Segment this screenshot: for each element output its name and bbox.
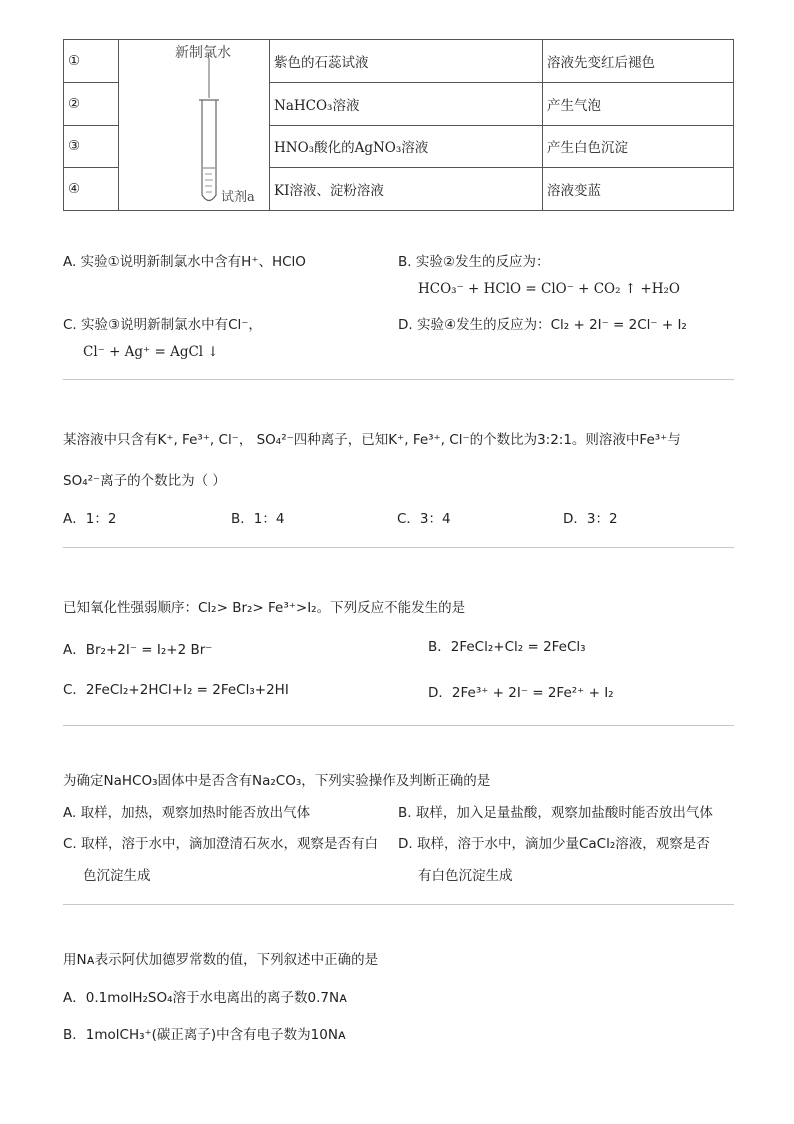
q4-stem: 为确定NaHCO₃固体中是否含有Na₂CO₃，下列实验操作及判断正确的是 xyxy=(63,773,491,789)
diagram-label-top: 新制氯水 xyxy=(175,45,231,61)
row-number: ① xyxy=(64,40,119,83)
divider xyxy=(63,547,734,548)
q2-option-b: B．1：4 xyxy=(231,511,285,527)
q3-option-b: B．2FeCl₂+Cl₂ = 2FeCl₃ xyxy=(428,639,586,655)
reagent-cell: KI溶液、淀粉溶液 xyxy=(270,168,543,211)
q4-option-b: B. 取样，加入足量盐酸，观察加盐酸时能否放出气体 xyxy=(398,805,713,821)
q4-option-c-line1: C. 取样，溶于水中，滴加澄清石灰水，观察是否有白 xyxy=(63,836,379,852)
row-number: ② xyxy=(64,82,119,125)
q2-option-a: A．1：2 xyxy=(63,511,117,527)
q1-option-b: B. 实验②发生的反应为： xyxy=(398,254,550,270)
row-number: ③ xyxy=(64,125,119,168)
q3-option-c: C．2FeCl₂+2HCl+I₂ = 2FeCl₃+2HI xyxy=(63,682,289,698)
tube-outline xyxy=(199,100,219,201)
q3-option-d: D．2Fe³⁺ + 2I⁻ = 2Fe²⁺ + I₂ xyxy=(428,685,614,701)
reagent-cell: HNO₃酸化的AgNO₃溶液 xyxy=(270,125,543,168)
q4-option-a: A. 取样，加热，观察加热时能否放出气体 xyxy=(63,805,311,821)
q4-option-c-line2: 色沉淀生成 xyxy=(83,868,151,884)
q5-stem: 用Nᴀ表示阿伏加德罗常数的值，下列叙述中正确的是 xyxy=(63,952,379,968)
q2-option-d: D．3：2 xyxy=(563,511,618,527)
divider xyxy=(63,904,734,905)
q3-stem: 已知氧化性强弱顺序：Cl₂> Br₂> Fe³⁺>I₂。下列反应不能发生的是 xyxy=(63,600,466,616)
q3-option-a: A．Br₂+2I⁻ = I₂+2 Br⁻ xyxy=(63,642,213,658)
phenomenon-cell: 溶液变蓝 xyxy=(543,168,734,211)
test-tube-diagram xyxy=(123,40,269,210)
q1-option-a: A. 实验①说明新制氯水中含有H⁺、HClO xyxy=(63,254,306,270)
q1-option-c: C. 实验③说明新制氯水中有Cl⁻， xyxy=(63,317,262,333)
reagent-cell: NaHCO₃溶液 xyxy=(270,82,543,125)
q4-option-d-line1: D. 取样，溶于水中，滴加少量CaCl₂溶液，观察是否 xyxy=(398,836,710,852)
q1-option-d: D. 实验④发生的反应为：Cl₂ + 2I⁻ = 2Cl⁻ + I₂ xyxy=(398,317,687,333)
phenomenon-cell: 产生气泡 xyxy=(543,82,734,125)
apparatus-cell xyxy=(119,40,270,211)
experiment-table xyxy=(63,39,734,211)
q2-stem-line1: 某溶液中只含有K⁺, Fe³⁺, Cl⁻， SO₄²⁻四种离子，已知K⁺, Fe³⁺, Cl⁻的个数比为3:2:1。则溶液中Fe³⁺与 xyxy=(63,432,681,448)
row-number: ④ xyxy=(64,168,119,211)
q1-option-c-equation: Cl⁻ + Ag⁺ = AgCl ↓ xyxy=(83,344,219,360)
divider xyxy=(63,725,734,726)
diagram-label-bottom: 试剂a xyxy=(221,190,255,205)
phenomenon-cell: 溶液先变红后褪色 xyxy=(543,40,734,83)
q5-option-b: B．1molCH₃⁺(碳正离子)中含有电子数为10Nᴀ xyxy=(63,1027,346,1043)
divider xyxy=(63,379,734,380)
reagent-cell: 紫色的石蕊试液 xyxy=(270,40,543,83)
q4-option-d-line2: 有白色沉淀生成 xyxy=(418,868,513,884)
q2-stem-line2: SO₄²⁻离子的个数比为（ ） xyxy=(63,473,226,489)
table-row xyxy=(64,40,734,83)
q5-option-a: A．0.1molH₂SO₄溶于水电离出的离子数0.7Nᴀ xyxy=(63,990,348,1006)
phenomenon-cell: 产生白色沉淀 xyxy=(543,125,734,168)
q1-option-b-equation: HCO₃⁻ + HClO = ClO⁻ + CO₂ ↑ +H₂O xyxy=(418,281,680,297)
q2-option-c: C．3：4 xyxy=(397,511,451,527)
